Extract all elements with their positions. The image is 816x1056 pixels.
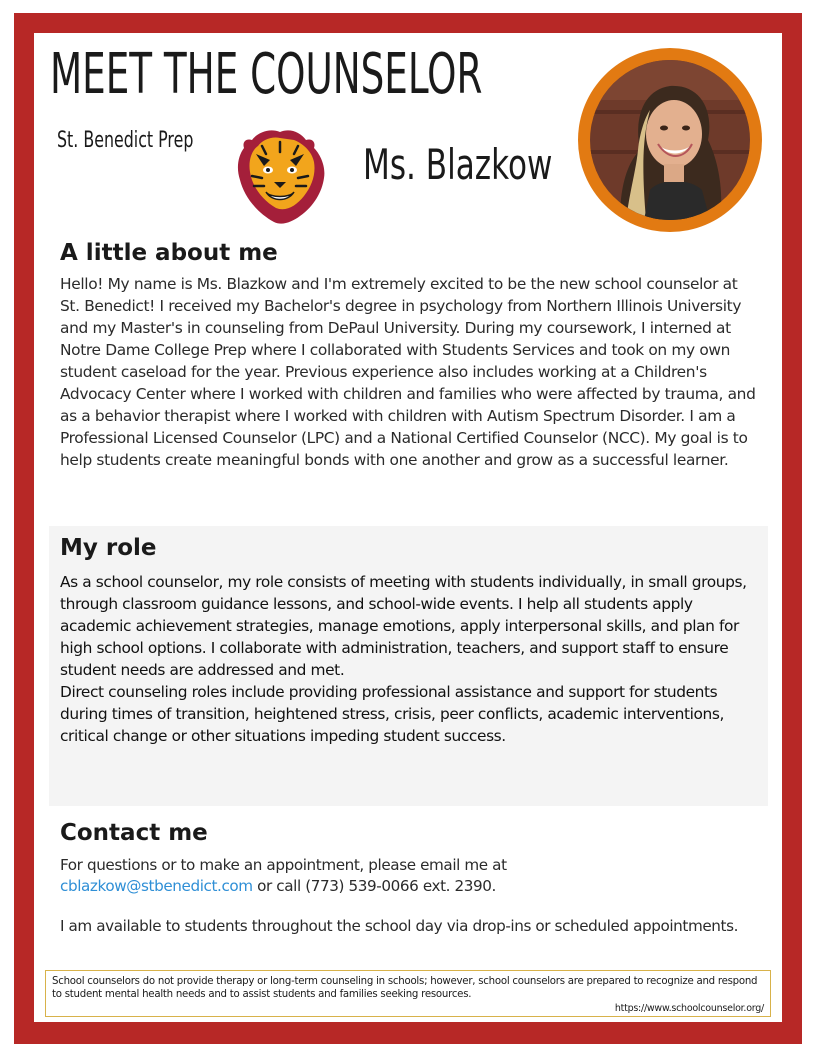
disclaimer-text: School counselors do not provide therapy or long-term counseling in schools; however, school counselors are prepared to recognize and respond to student mental health needs and to assist students and families seeking resources. bbox=[52, 976, 758, 1000]
school-name: St. Benedict Prep bbox=[57, 128, 194, 153]
role-paragraph-1: As a school counselor, my role consists of meeting with students individually, in small groups, through classroom guidance lessons, and school-wide events. I help all students apply academic achievement strategies, manage emotions, apply interpersonal skills, and plan for high school options. I collaborate with administration, teachers, and support staff to ensure student needs are addressed and met. bbox=[60, 573, 747, 679]
role-heading: My role bbox=[60, 535, 157, 561]
contact-heading: Contact me bbox=[60, 820, 208, 846]
disclaimer-url[interactable]: https://www.schoolcounselor.org/ bbox=[614, 1003, 764, 1014]
contact-intro: For questions or to make an appointment, please email me at bbox=[60, 856, 507, 874]
about-text: Hello! My name is Ms. Blazkow and I'm extremely excited to be the new school counselor at St. Benedict! I received my Bachelor's degree in psychology from Northern Illinois University and my Master's in counseling from DePaul University. During my coursework, I interned at Notre Dame College Prep where I collaborated with Students Services and took on my own student caseload for the year. Previous experience also includes working at a Children's Advocacy Center where I worked with children and families who were affected by trauma, and as a behavior therapist where I worked with children with Autism Spectrum Disorder. I am a Professional Licensed Counselor (LPC) and a National Certified Counselor (NCC). My goal is to help students create meaningful bonds with one another and grow as a successful learner. bbox=[60, 275, 756, 469]
role-paragraph-2: Direct counseling roles include providing professional assistance and support for students during times of transition, heightened stress, crisis, peer conflicts, academic interventions, critical change or other situations impeding student success. bbox=[60, 683, 724, 745]
contact-line bbox=[60, 876, 760, 897]
counselor-name: Ms. Blazkow bbox=[363, 140, 553, 189]
counselor-photo bbox=[578, 48, 762, 232]
role-text bbox=[60, 571, 760, 747]
contact-text bbox=[60, 855, 760, 937]
page-title: MEET THE COUNSELOR bbox=[50, 42, 483, 107]
disclaimer-box bbox=[45, 970, 771, 1017]
phone-text: or call (773) 539-0066 ext. 2390. bbox=[252, 877, 496, 895]
tiger-mascot-icon bbox=[234, 126, 326, 226]
about-heading: A little about me bbox=[60, 240, 278, 266]
portrait-photo-icon bbox=[590, 60, 750, 220]
email-link[interactable]: cblazkow@stbenedict.com bbox=[60, 877, 253, 895]
availability-text: I am available to students throughout the school day via drop-ins or scheduled appointments. bbox=[60, 917, 739, 935]
